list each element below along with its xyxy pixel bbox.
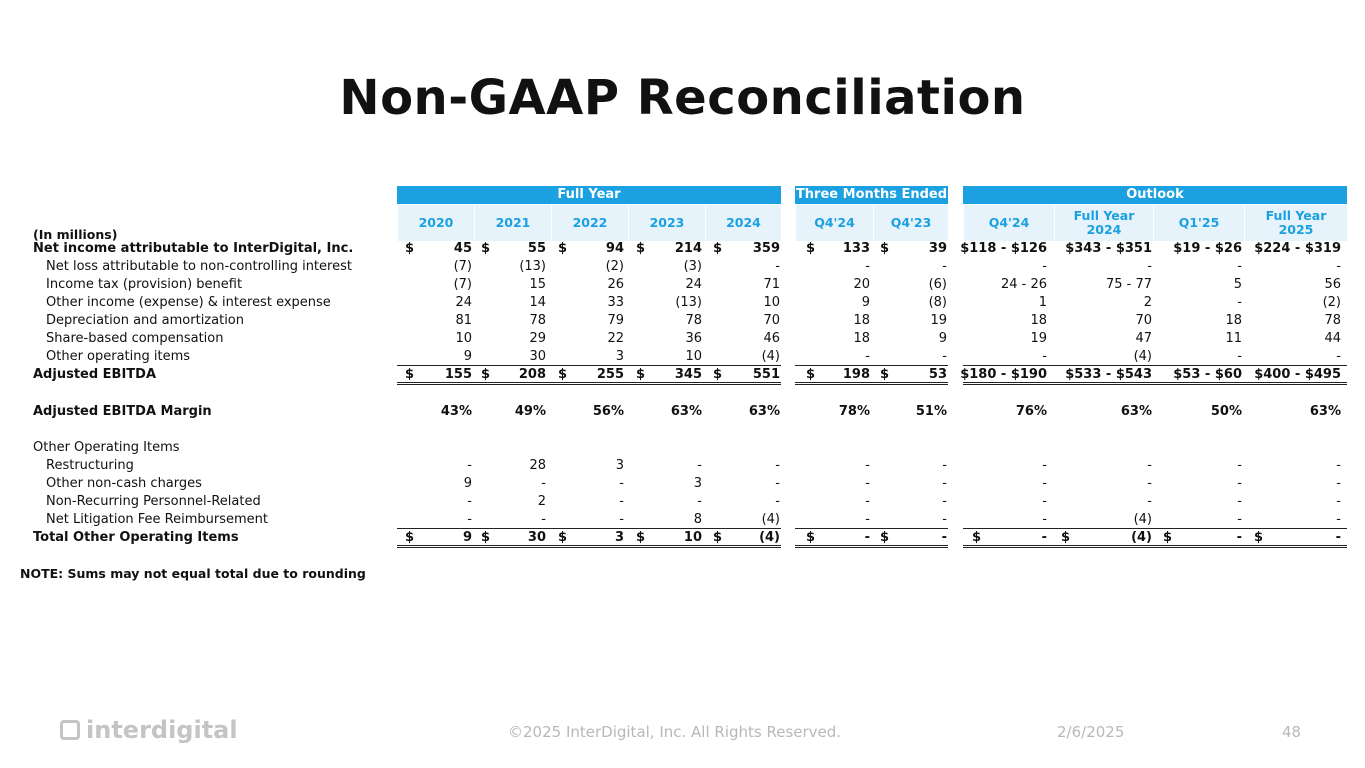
row-label: Other income (expense) & interest expense bbox=[46, 295, 331, 310]
value-cell: 33 bbox=[607, 295, 624, 310]
value-cell: - bbox=[1336, 512, 1341, 527]
value-cell: 78 bbox=[685, 313, 702, 328]
currency-symbol: $ bbox=[405, 367, 415, 382]
row-label: Adjusted EBITDA bbox=[33, 367, 157, 382]
value-cell: - bbox=[1237, 512, 1242, 527]
value-cell: 18 bbox=[853, 331, 870, 346]
value-cell: - bbox=[942, 494, 947, 509]
value-cell: - bbox=[775, 476, 780, 491]
value-cell: 44 bbox=[1324, 331, 1341, 346]
value-cell: (6) bbox=[928, 277, 947, 292]
table-row bbox=[0, 493, 1365, 511]
value-cell: - bbox=[1147, 259, 1152, 274]
value-cell: 20 bbox=[853, 277, 870, 292]
value-cell: - bbox=[865, 458, 870, 473]
value-cell: 551 bbox=[752, 367, 780, 382]
value-cell: - bbox=[1041, 530, 1047, 545]
value-cell: (8) bbox=[928, 295, 947, 310]
value-cell: - bbox=[942, 349, 947, 364]
total-double-rule bbox=[795, 382, 948, 385]
value-cell: 5 bbox=[1233, 277, 1242, 292]
value-cell: - bbox=[1042, 494, 1047, 509]
currency-symbol: $ bbox=[481, 530, 491, 545]
column-header: Q4'24 bbox=[963, 205, 1054, 241]
value-cell: 36 bbox=[685, 331, 702, 346]
currency-symbol: $ bbox=[806, 241, 816, 256]
column-header: 2020 bbox=[397, 205, 474, 241]
value-cell: 81 bbox=[455, 313, 472, 328]
value-cell: 47 bbox=[1135, 331, 1152, 346]
value-cell: - bbox=[775, 458, 780, 473]
value-cell: 63% bbox=[1309, 404, 1341, 419]
value-cell: 10 bbox=[683, 530, 702, 545]
currency-symbol: $ bbox=[1061, 530, 1071, 545]
value-cell: 11 bbox=[1225, 331, 1242, 346]
value-cell: - bbox=[941, 530, 947, 545]
subtotal-rule bbox=[795, 528, 948, 529]
column-header: Full Year 2025 bbox=[1244, 205, 1347, 241]
value-cell: - bbox=[619, 476, 624, 491]
value-cell: 10 bbox=[763, 295, 780, 310]
value-cell: 9 bbox=[463, 349, 472, 364]
company-logo bbox=[60, 716, 238, 744]
value-cell: 56% bbox=[592, 404, 624, 419]
value-cell: (2) bbox=[605, 259, 624, 274]
value-cell: 255 bbox=[596, 367, 624, 382]
value-cell: - bbox=[1336, 476, 1341, 491]
value-cell: 51% bbox=[915, 404, 947, 419]
value-cell: - bbox=[697, 458, 702, 473]
value-cell: 18 bbox=[1225, 313, 1242, 328]
table-row bbox=[0, 312, 1365, 330]
column-header: Q4'23 bbox=[873, 205, 948, 241]
value-cell: - bbox=[541, 512, 546, 527]
value-cell: 8 bbox=[693, 512, 702, 527]
subtotal-rule bbox=[397, 528, 781, 529]
value-cell: - bbox=[467, 512, 472, 527]
currency-symbol: $ bbox=[636, 367, 646, 382]
table-row bbox=[0, 511, 1365, 529]
currency-symbol: $ bbox=[481, 367, 491, 382]
row-label: Net loss attributable to non-controlling interest bbox=[46, 259, 352, 274]
value-cell: - bbox=[1336, 494, 1341, 509]
value-cell: (4) bbox=[1133, 349, 1152, 364]
column-header: 2022 bbox=[551, 205, 628, 241]
value-cell: (13) bbox=[675, 295, 702, 310]
currency-symbol: $ bbox=[558, 367, 568, 382]
value-cell: 24 bbox=[455, 295, 472, 310]
total-double-rule bbox=[397, 382, 781, 385]
value-cell: 30 bbox=[527, 530, 546, 545]
value-cell: - bbox=[1042, 349, 1047, 364]
row-label: Total Other Operating Items bbox=[33, 530, 239, 545]
value-cell: - bbox=[1042, 476, 1047, 491]
value-cell: 29 bbox=[529, 331, 546, 346]
value-cell: 14 bbox=[529, 295, 546, 310]
value-cell: 94 bbox=[605, 241, 624, 256]
value-cell: $400 - $495 bbox=[1254, 367, 1341, 382]
value-cell: 9 bbox=[861, 295, 870, 310]
value-cell: $180 - $190 bbox=[960, 367, 1047, 382]
currency-symbol: $ bbox=[880, 530, 890, 545]
value-cell: - bbox=[942, 476, 947, 491]
currency-symbol: $ bbox=[880, 241, 890, 256]
footer-date: 2/6/2025 bbox=[1057, 723, 1125, 741]
value-cell: 3 bbox=[615, 458, 624, 473]
value-cell: - bbox=[619, 512, 624, 527]
value-cell: - bbox=[1042, 259, 1047, 274]
total-double-rule bbox=[795, 545, 948, 548]
value-cell: 49% bbox=[514, 404, 546, 419]
value-cell: - bbox=[1237, 458, 1242, 473]
value-cell: - bbox=[1147, 458, 1152, 473]
value-cell: 19 bbox=[930, 313, 947, 328]
currency-symbol: $ bbox=[806, 530, 816, 545]
value-cell: 63% bbox=[1120, 404, 1152, 419]
value-cell: 28 bbox=[529, 458, 546, 473]
column-header: 2021 bbox=[474, 205, 551, 241]
value-cell: 18 bbox=[1030, 313, 1047, 328]
value-cell: $118 - $126 bbox=[960, 241, 1047, 256]
currency-symbol: $ bbox=[972, 530, 982, 545]
value-cell: - bbox=[942, 458, 947, 473]
currency-symbol: $ bbox=[481, 241, 491, 256]
value-cell: - bbox=[865, 349, 870, 364]
table-row bbox=[0, 348, 1365, 366]
value-cell: 75 - 77 bbox=[1105, 277, 1152, 292]
row-label: Restructuring bbox=[46, 458, 134, 473]
value-cell: 9 bbox=[463, 476, 472, 491]
row-label: Other Operating Items bbox=[33, 440, 180, 455]
row-label: Share-based compensation bbox=[46, 331, 224, 346]
table-row bbox=[0, 439, 1365, 457]
value-cell: - bbox=[467, 494, 472, 509]
value-cell: $53 - $60 bbox=[1173, 367, 1242, 382]
group-header-full-year: Full Year bbox=[397, 186, 781, 204]
value-cell: - bbox=[865, 494, 870, 509]
value-cell: 70 bbox=[763, 313, 780, 328]
value-cell: (4) bbox=[1133, 512, 1152, 527]
value-cell: 63% bbox=[748, 404, 780, 419]
value-cell: - bbox=[1237, 349, 1242, 364]
value-cell: 39 bbox=[928, 241, 947, 256]
value-cell: - bbox=[1236, 530, 1242, 545]
value-cell: 26 bbox=[607, 277, 624, 292]
value-cell: - bbox=[1336, 458, 1341, 473]
value-cell: 78 bbox=[1324, 313, 1341, 328]
value-cell: (3) bbox=[683, 259, 702, 274]
value-cell: 22 bbox=[607, 331, 624, 346]
column-header: Q1'25 bbox=[1153, 205, 1244, 241]
value-cell: 3 bbox=[614, 530, 624, 545]
value-cell: (7) bbox=[453, 277, 472, 292]
page-number: 48 bbox=[1282, 723, 1302, 741]
row-label: Income tax (provision) benefit bbox=[46, 277, 243, 292]
table-row bbox=[0, 258, 1365, 276]
value-cell: 155 bbox=[444, 367, 472, 382]
value-cell: 2 bbox=[537, 494, 546, 509]
value-cell: - bbox=[541, 476, 546, 491]
value-cell: 76% bbox=[1015, 404, 1047, 419]
value-cell: - bbox=[865, 512, 870, 527]
subtotal-rule bbox=[963, 528, 1347, 529]
value-cell: 133 bbox=[842, 241, 870, 256]
value-cell: 30 bbox=[529, 349, 546, 364]
value-cell: $343 - $351 bbox=[1065, 241, 1152, 256]
column-header: 2023 bbox=[628, 205, 705, 241]
value-cell: $533 - $543 bbox=[1065, 367, 1152, 382]
value-cell: 18 bbox=[853, 313, 870, 328]
value-cell: 15 bbox=[529, 277, 546, 292]
value-cell: - bbox=[942, 259, 947, 274]
value-cell: - bbox=[619, 494, 624, 509]
value-cell: 71 bbox=[763, 277, 780, 292]
currency-symbol: $ bbox=[1163, 530, 1173, 545]
table-row bbox=[0, 403, 1365, 421]
value-cell: - bbox=[1336, 349, 1341, 364]
value-cell: 2 bbox=[1143, 295, 1152, 310]
value-cell: 3 bbox=[693, 476, 702, 491]
note: NOTE: Sums may not equal total due to rounding bbox=[20, 566, 366, 581]
value-cell: (2) bbox=[1322, 295, 1341, 310]
table-row bbox=[0, 475, 1365, 493]
value-cell: 55 bbox=[527, 241, 546, 256]
value-cell: - bbox=[467, 458, 472, 473]
currency-symbol: $ bbox=[806, 367, 816, 382]
row-label: Adjusted EBITDA Margin bbox=[33, 404, 212, 419]
table-row bbox=[0, 276, 1365, 294]
value-cell: - bbox=[1042, 512, 1047, 527]
value-cell: 45 bbox=[453, 241, 472, 256]
logo-mark-icon bbox=[60, 720, 80, 740]
value-cell: $224 - $319 bbox=[1254, 241, 1341, 256]
column-header: Q4'24 bbox=[795, 205, 873, 241]
units-label: (In millions) bbox=[33, 227, 118, 242]
value-cell: 10 bbox=[455, 331, 472, 346]
value-cell: 208 bbox=[518, 367, 546, 382]
row-label: Net income attributable to InterDigital, Inc. bbox=[33, 241, 354, 256]
value-cell: - bbox=[697, 494, 702, 509]
value-cell: 24 - 26 bbox=[1000, 277, 1047, 292]
column-header: Full Year 2024 bbox=[1054, 205, 1153, 241]
subtotal-rule bbox=[795, 365, 948, 366]
value-cell: 1 bbox=[1038, 295, 1047, 310]
value-cell: (4) bbox=[759, 530, 780, 545]
value-cell: 63% bbox=[670, 404, 702, 419]
value-cell: - bbox=[1237, 494, 1242, 509]
currency-symbol: $ bbox=[636, 530, 646, 545]
value-cell: 56 bbox=[1324, 277, 1341, 292]
total-double-rule bbox=[963, 545, 1347, 548]
currency-symbol: $ bbox=[405, 530, 415, 545]
value-cell: 78% bbox=[838, 404, 870, 419]
currency-symbol: $ bbox=[713, 241, 723, 256]
value-cell: (4) bbox=[761, 349, 780, 364]
value-cell: - bbox=[775, 259, 780, 274]
total-double-rule bbox=[963, 382, 1347, 385]
page-title: Non-GAAP Reconciliation bbox=[339, 70, 1026, 126]
value-cell: $19 - $26 bbox=[1173, 241, 1242, 256]
value-cell: 3 bbox=[615, 349, 624, 364]
table-row bbox=[0, 330, 1365, 348]
value-cell: - bbox=[1147, 476, 1152, 491]
value-cell: - bbox=[1147, 494, 1152, 509]
value-cell: 78 bbox=[529, 313, 546, 328]
value-cell: 198 bbox=[842, 367, 870, 382]
currency-symbol: $ bbox=[713, 367, 723, 382]
currency-symbol: $ bbox=[1254, 530, 1264, 545]
currency-symbol: $ bbox=[558, 241, 568, 256]
logo-text: interdigital bbox=[86, 716, 238, 744]
value-cell: - bbox=[1335, 530, 1341, 545]
row-label: Net Litigation Fee Reimbursement bbox=[46, 512, 268, 527]
value-cell: (13) bbox=[519, 259, 546, 274]
value-cell: 46 bbox=[763, 331, 780, 346]
value-cell: - bbox=[1237, 259, 1242, 274]
value-cell: - bbox=[1336, 259, 1341, 274]
value-cell: 50% bbox=[1210, 404, 1242, 419]
value-cell: 53 bbox=[928, 367, 947, 382]
group-header-outlook: Outlook bbox=[963, 186, 1347, 204]
value-cell: 214 bbox=[674, 241, 702, 256]
value-cell: 79 bbox=[607, 313, 624, 328]
currency-symbol: $ bbox=[558, 530, 568, 545]
currency-symbol: $ bbox=[405, 241, 415, 256]
table-row bbox=[0, 240, 1365, 258]
value-cell: 359 bbox=[752, 241, 780, 256]
table-row bbox=[0, 457, 1365, 475]
total-double-rule bbox=[397, 545, 781, 548]
row-label: Depreciation and amortization bbox=[46, 313, 244, 328]
value-cell: (4) bbox=[761, 512, 780, 527]
subtotal-rule bbox=[397, 365, 781, 366]
value-cell: 345 bbox=[674, 367, 702, 382]
currency-symbol: $ bbox=[880, 367, 890, 382]
value-cell: - bbox=[1042, 458, 1047, 473]
value-cell: 19 bbox=[1030, 331, 1047, 346]
value-cell: 43% bbox=[440, 404, 472, 419]
value-cell: - bbox=[775, 494, 780, 509]
row-label: Other non-cash charges bbox=[46, 476, 202, 491]
column-header: 2024 bbox=[705, 205, 781, 241]
value-cell: - bbox=[865, 259, 870, 274]
copyright: ©2025 InterDigital, Inc. All Rights Reserved. bbox=[508, 723, 842, 741]
row-label: Other operating items bbox=[46, 349, 191, 364]
currency-symbol: $ bbox=[713, 530, 723, 545]
table-row bbox=[0, 294, 1365, 312]
value-cell: 9 bbox=[938, 331, 947, 346]
row-label: Non-Recurring Personnel-Related bbox=[46, 494, 261, 509]
value-cell: - bbox=[864, 530, 870, 545]
value-cell: 9 bbox=[462, 530, 472, 545]
value-cell: - bbox=[1237, 476, 1242, 491]
subtotal-rule bbox=[963, 365, 1347, 366]
value-cell: - bbox=[942, 512, 947, 527]
group-header-three-months: Three Months Ended bbox=[795, 187, 948, 202]
value-cell: 70 bbox=[1135, 313, 1152, 328]
value-cell: (7) bbox=[453, 259, 472, 274]
value-cell: 10 bbox=[685, 349, 702, 364]
currency-symbol: $ bbox=[636, 241, 646, 256]
value-cell: - bbox=[1237, 295, 1242, 310]
value-cell: - bbox=[865, 476, 870, 491]
value-cell: 24 bbox=[685, 277, 702, 292]
value-cell: (4) bbox=[1131, 530, 1152, 545]
